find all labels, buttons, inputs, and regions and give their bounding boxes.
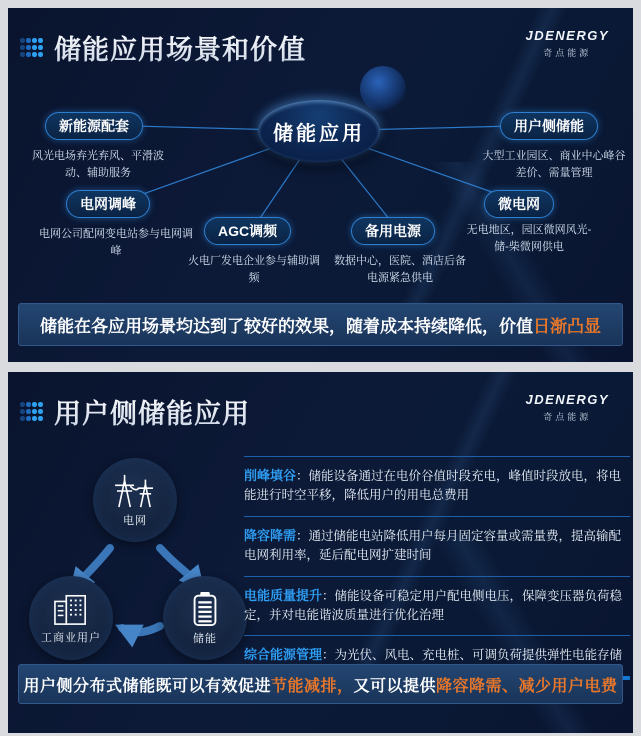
node-agc-desc: 火电厂发电企业参与辅助调频 (188, 255, 320, 285)
dots-grid-icon (20, 37, 44, 58)
logo-subtitle: 奇点能源 (543, 48, 592, 58)
banner-highlight: 降容降需、减少用户电费 (436, 677, 618, 695)
node-grid-peaking-desc: 电网公司配网变电站参与电网调峰 (39, 228, 193, 258)
slide-header (20, 28, 306, 67)
banner-text: 又可以提供 (353, 677, 437, 695)
benefit-title: 电能质量提升 (244, 587, 323, 603)
logo-subtitle: 奇点能源 (543, 412, 592, 422)
diagram-node-commercial-users (29, 576, 113, 660)
central-node-storage-application: 储能应用 (258, 100, 380, 162)
benefit-text: ：为光伏、风电、充电桩、可调负荷提供弹性电能存储 (322, 648, 623, 663)
storage-label: 储能 (193, 632, 217, 645)
node-user-side: 用户侧储能 (500, 112, 598, 140)
node-grid-peaking: 电网调峰 (66, 190, 150, 218)
slide-storage-applications (8, 8, 633, 362)
node-user-side-desc: 大型工业园区、商业中心峰谷差价、需量管理 (482, 150, 626, 180)
commercial-users-label: 工商业用户 (41, 631, 101, 644)
battery-icon (188, 591, 222, 627)
benefit-peak-shaving (244, 456, 630, 516)
slide-header (20, 392, 250, 431)
company-logo (525, 392, 609, 423)
node-agc: AGC调频 (204, 217, 291, 245)
benefits-panel (244, 456, 630, 680)
benefit-title: 综合能源管理 (244, 647, 323, 663)
grid-label: 电网 (123, 514, 147, 527)
node-microgrid: 微电网 (484, 190, 554, 218)
benefit-text: ：储能设备可稳定用户配电侧电压，保障变压器负荷稳定，并对电能谐波质量进行优化治理 (244, 588, 623, 622)
slide-user-side-storage (8, 372, 633, 733)
benefit-demand-reduction (244, 516, 630, 576)
company-logo (525, 28, 609, 59)
banner-text: 储能在各应用场景均达到了较好的效果，随着成本持续降低，价值 (40, 317, 533, 336)
node-backup-power: 备用电源 (351, 217, 435, 245)
page-title: 用户侧储能应用 (54, 392, 250, 431)
logo-wordmark: JDENERGY (525, 392, 609, 407)
benefit-power-quality (244, 576, 630, 636)
banner-highlight: 日渐凸显 (533, 317, 601, 336)
banner-highlight: 节能减排， (270, 677, 354, 695)
node-microgrid-desc: 无电地区，园区微网风光-储-柴微网供电 (466, 224, 592, 254)
diagram-node-grid (93, 458, 177, 542)
building-icon (49, 592, 93, 626)
benefit-title: 降容降需 (244, 527, 297, 543)
benefit-text: ：储能设备通过在电价谷值时段充电，峰值时段放电，将电能进行时空平移，降低用户的用电总费用 (244, 469, 622, 503)
summary-banner (18, 303, 623, 346)
benefit-title: 削峰填谷 (244, 468, 297, 483)
transmission-tower-icon (112, 473, 158, 509)
page-title: 储能应用场景和价值 (54, 28, 306, 67)
logo-wordmark: JDENERGY (525, 28, 609, 43)
banner-text: 用户侧分布式储能既可以有效促进 (23, 677, 271, 695)
summary-banner (18, 664, 623, 704)
node-new-energy-desc: 风光电场弃光弃风、平滑波动、辅助服务 (32, 150, 164, 180)
diagram-node-storage (163, 576, 247, 660)
node-backup-power-desc: 数据中心，医院、酒店后备电源紧急供电 (334, 255, 466, 285)
dots-grid-icon (20, 401, 44, 422)
benefit-text: ：通过储能电站降低用户每月固定容量或需量费，提高输配电网利用率，延后配电网扩建时间 (244, 528, 622, 563)
node-new-energy: 新能源配套 (45, 112, 143, 140)
